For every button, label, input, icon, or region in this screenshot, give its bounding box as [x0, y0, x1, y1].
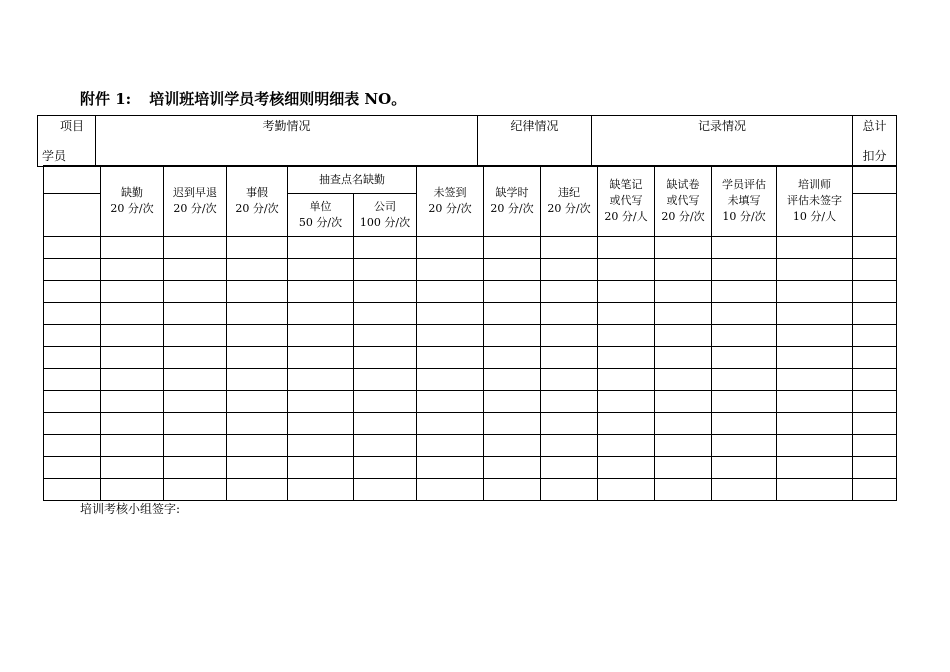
table-cell[interactable]: [44, 347, 101, 369]
table-row: [44, 347, 897, 369]
table-cell[interactable]: [541, 303, 598, 325]
table-cell[interactable]: [227, 435, 288, 457]
table-cell[interactable]: [484, 237, 541, 259]
table-row: [44, 435, 897, 457]
table-cell[interactable]: [655, 325, 712, 347]
table-cell[interactable]: [101, 325, 164, 347]
record-header: 记录情况: [592, 116, 853, 167]
table-cell[interactable]: [227, 303, 288, 325]
table-cell[interactable]: [777, 479, 853, 501]
table-cell[interactable]: [164, 413, 227, 435]
table-cell[interactable]: [354, 457, 417, 479]
table-cell[interactable]: [777, 303, 853, 325]
table-cell[interactable]: [288, 325, 354, 347]
deduction-label: 扣分: [862, 149, 887, 163]
table-cell[interactable]: [164, 457, 227, 479]
table-cell[interactable]: [777, 347, 853, 369]
table-cell[interactable]: [164, 281, 227, 303]
table-cell[interactable]: [354, 325, 417, 347]
table-cell[interactable]: [101, 369, 164, 391]
table-cell[interactable]: [484, 391, 541, 413]
table-row: [44, 457, 897, 479]
table-cell[interactable]: [417, 259, 484, 281]
table-cell[interactable]: [164, 435, 227, 457]
table-cell[interactable]: [853, 347, 897, 369]
table-cell[interactable]: [417, 479, 484, 501]
table-cell[interactable]: [101, 347, 164, 369]
table-cell[interactable]: [541, 435, 598, 457]
table-cell[interactable]: [655, 347, 712, 369]
table-cell[interactable]: [598, 369, 655, 391]
table-cell[interactable]: [227, 347, 288, 369]
table-cell[interactable]: [853, 259, 897, 281]
category-header-table: [37, 115, 897, 167]
table-cell[interactable]: [598, 259, 655, 281]
table-cell[interactable]: [853, 237, 897, 259]
table-cell[interactable]: [164, 347, 227, 369]
table-cell[interactable]: [777, 325, 853, 347]
table-cell[interactable]: [777, 413, 853, 435]
table-cell[interactable]: [712, 369, 777, 391]
table-cell[interactable]: [484, 347, 541, 369]
table-cell[interactable]: [164, 303, 227, 325]
table-cell[interactable]: [853, 391, 897, 413]
table-row: [44, 369, 897, 391]
table-cell[interactable]: [655, 413, 712, 435]
table-cell[interactable]: [227, 369, 288, 391]
table-cell[interactable]: [484, 303, 541, 325]
table-cell[interactable]: [164, 391, 227, 413]
table-cell[interactable]: [44, 435, 101, 457]
spot-check-header: 抽查点名缺勤: [288, 166, 417, 194]
table-cell[interactable]: [655, 237, 712, 259]
table-cell[interactable]: [354, 237, 417, 259]
total-col-top: [853, 166, 897, 194]
table-cell[interactable]: [288, 237, 354, 259]
notes-header: 缺笔记 或代写 20 分/人: [598, 166, 655, 237]
table-cell[interactable]: [655, 303, 712, 325]
table-cell[interactable]: [484, 369, 541, 391]
project-student-cell: [38, 116, 96, 167]
table-cell[interactable]: [712, 413, 777, 435]
table-cell[interactable]: [44, 259, 101, 281]
table-row: [44, 259, 897, 281]
table-cell[interactable]: [288, 347, 354, 369]
student-col-bottom: [44, 194, 101, 237]
signature-line: 培训考核小组签字:: [80, 502, 181, 516]
table-row: [44, 281, 897, 303]
trainer-eval-header: 培训师 评估未签字 10 分/人: [777, 166, 853, 237]
table-cell[interactable]: [417, 237, 484, 259]
table-cell[interactable]: [288, 435, 354, 457]
not-signed-header: 未签到 20 分/次: [417, 166, 484, 237]
table-cell[interactable]: [777, 281, 853, 303]
table-cell[interactable]: [288, 391, 354, 413]
table-cell[interactable]: [417, 435, 484, 457]
table-cell[interactable]: [101, 303, 164, 325]
table-cell[interactable]: [484, 259, 541, 281]
table-cell[interactable]: [101, 281, 164, 303]
missing-hours-header: 缺学时 20 分/次: [484, 166, 541, 237]
attachment-label: 附件 1:: [80, 90, 132, 108]
table-cell[interactable]: [354, 347, 417, 369]
table-cell[interactable]: [288, 479, 354, 501]
table-cell[interactable]: [227, 413, 288, 435]
test-header: 缺试卷 或代写 20 分/次: [655, 166, 712, 237]
table-cell[interactable]: [777, 237, 853, 259]
table-cell[interactable]: [354, 259, 417, 281]
table-cell[interactable]: [598, 325, 655, 347]
table-cell[interactable]: [598, 413, 655, 435]
table-cell[interactable]: [164, 479, 227, 501]
table-cell[interactable]: [598, 435, 655, 457]
table-cell[interactable]: [44, 303, 101, 325]
table-cell[interactable]: [44, 391, 101, 413]
table-cell[interactable]: [101, 457, 164, 479]
table-cell[interactable]: [354, 479, 417, 501]
table-cell[interactable]: [44, 413, 101, 435]
student-col-top: [44, 166, 101, 194]
table-cell[interactable]: [417, 281, 484, 303]
table-cell[interactable]: [853, 435, 897, 457]
discipline-header: 纪律情况: [478, 116, 592, 167]
table-cell[interactable]: [712, 259, 777, 281]
table-cell[interactable]: [288, 303, 354, 325]
table-cell[interactable]: [44, 457, 101, 479]
table-cell[interactable]: [288, 281, 354, 303]
absence-header: 缺勤 20 分/次: [101, 166, 164, 237]
table-cell[interactable]: [354, 413, 417, 435]
table-cell[interactable]: [484, 435, 541, 457]
table-cell[interactable]: [164, 237, 227, 259]
table-row: [44, 413, 897, 435]
table-cell[interactable]: [417, 347, 484, 369]
table-cell[interactable]: [853, 457, 897, 479]
table-cell[interactable]: [227, 237, 288, 259]
table-cell[interactable]: [598, 391, 655, 413]
student-label: 学员: [42, 149, 67, 163]
document-title: [80, 88, 406, 109]
table-cell[interactable]: [101, 259, 164, 281]
eval-header: 学员评估 未填写 10 分/次: [712, 166, 777, 237]
table-cell[interactable]: [853, 325, 897, 347]
table-row: [44, 237, 897, 259]
table-cell[interactable]: [777, 259, 853, 281]
table-cell[interactable]: [712, 435, 777, 457]
table-cell[interactable]: [354, 391, 417, 413]
table-cell[interactable]: [44, 479, 101, 501]
total-label: 总计: [862, 119, 887, 133]
table-cell[interactable]: [164, 325, 227, 347]
table-cell[interactable]: [655, 435, 712, 457]
table-row: [44, 479, 897, 501]
total-col-bottom: [853, 194, 897, 237]
table-cell[interactable]: [712, 237, 777, 259]
table-cell[interactable]: [417, 303, 484, 325]
table-cell[interactable]: [598, 237, 655, 259]
table-cell[interactable]: [712, 457, 777, 479]
table-cell[interactable]: [541, 457, 598, 479]
assessment-table: [43, 165, 897, 501]
table-cell[interactable]: [541, 479, 598, 501]
table-cell[interactable]: [712, 391, 777, 413]
table-cell[interactable]: [777, 457, 853, 479]
table-cell[interactable]: [655, 281, 712, 303]
table-cell[interactable]: [655, 479, 712, 501]
late-early-header: 迟到早退 20 分/次: [164, 166, 227, 237]
table-cell[interactable]: [712, 479, 777, 501]
table-cell[interactable]: [288, 457, 354, 479]
table-cell[interactable]: [164, 259, 227, 281]
table-cell[interactable]: [598, 479, 655, 501]
table-cell[interactable]: [484, 281, 541, 303]
table-cell[interactable]: [354, 281, 417, 303]
table-cell[interactable]: [484, 457, 541, 479]
table-row: [44, 391, 897, 413]
table-cell[interactable]: [541, 281, 598, 303]
leave-header: 事假 20 分/次: [227, 166, 288, 237]
table-cell[interactable]: [44, 369, 101, 391]
table-cell[interactable]: [655, 391, 712, 413]
table-cell[interactable]: [44, 281, 101, 303]
table-cell[interactable]: [227, 391, 288, 413]
table-cell[interactable]: [44, 237, 101, 259]
table-cell[interactable]: [227, 325, 288, 347]
table-cell[interactable]: [227, 259, 288, 281]
unit-header: 单位 50 分/次: [288, 194, 354, 237]
table-cell[interactable]: [417, 457, 484, 479]
table-cell[interactable]: [288, 413, 354, 435]
table-cell[interactable]: [541, 259, 598, 281]
table-cell[interactable]: [853, 303, 897, 325]
table-cell[interactable]: [777, 435, 853, 457]
table-cell[interactable]: [227, 281, 288, 303]
table-cell[interactable]: [655, 457, 712, 479]
table-cell[interactable]: [101, 479, 164, 501]
table-cell[interactable]: [853, 281, 897, 303]
table-cell[interactable]: [417, 413, 484, 435]
table-cell[interactable]: [598, 347, 655, 369]
table-cell[interactable]: [417, 369, 484, 391]
table-cell[interactable]: [655, 369, 712, 391]
company-header: 公司 100 分/次: [354, 194, 417, 237]
table-cell[interactable]: [101, 237, 164, 259]
table-cell[interactable]: [101, 435, 164, 457]
table-cell[interactable]: [598, 281, 655, 303]
table-cell[interactable]: [853, 369, 897, 391]
table-cell[interactable]: [417, 325, 484, 347]
table-cell[interactable]: [853, 413, 897, 435]
table-cell[interactable]: [227, 457, 288, 479]
table-cell[interactable]: [354, 303, 417, 325]
table-cell[interactable]: [712, 347, 777, 369]
table-cell[interactable]: [541, 237, 598, 259]
table-cell[interactable]: [598, 457, 655, 479]
table-cell[interactable]: [227, 479, 288, 501]
table-cell[interactable]: [777, 391, 853, 413]
attendance-header: 考勤情况: [96, 116, 478, 167]
table-cell[interactable]: [417, 391, 484, 413]
table-cell[interactable]: [541, 413, 598, 435]
project-label: 项目: [60, 119, 85, 133]
table-cell[interactable]: [777, 369, 853, 391]
table-cell[interactable]: [541, 391, 598, 413]
table-cell[interactable]: [288, 259, 354, 281]
table-cell[interactable]: [101, 391, 164, 413]
table-cell[interactable]: [484, 325, 541, 347]
table-cell[interactable]: [354, 435, 417, 457]
table-cell[interactable]: [712, 303, 777, 325]
table-cell[interactable]: [541, 347, 598, 369]
table-cell[interactable]: [484, 479, 541, 501]
table-cell[interactable]: [484, 413, 541, 435]
table-cell[interactable]: [288, 369, 354, 391]
table-row: [44, 303, 897, 325]
table-row: [44, 325, 897, 347]
title-text: 培训班培训学员考核细则明细表 NO。: [149, 90, 407, 108]
table-cell[interactable]: [101, 413, 164, 435]
violation-header: 违纪 20 分/次: [541, 166, 598, 237]
table-cell[interactable]: [712, 325, 777, 347]
table-cell[interactable]: [655, 259, 712, 281]
table-cell[interactable]: [541, 369, 598, 391]
table-cell[interactable]: [164, 369, 227, 391]
table-cell[interactable]: [712, 281, 777, 303]
table-cell[interactable]: [598, 303, 655, 325]
total-deduction-cell: [853, 116, 897, 167]
table-cell[interactable]: [354, 369, 417, 391]
table-cell[interactable]: [853, 479, 897, 501]
table-cell[interactable]: [44, 325, 101, 347]
table-cell[interactable]: [541, 325, 598, 347]
